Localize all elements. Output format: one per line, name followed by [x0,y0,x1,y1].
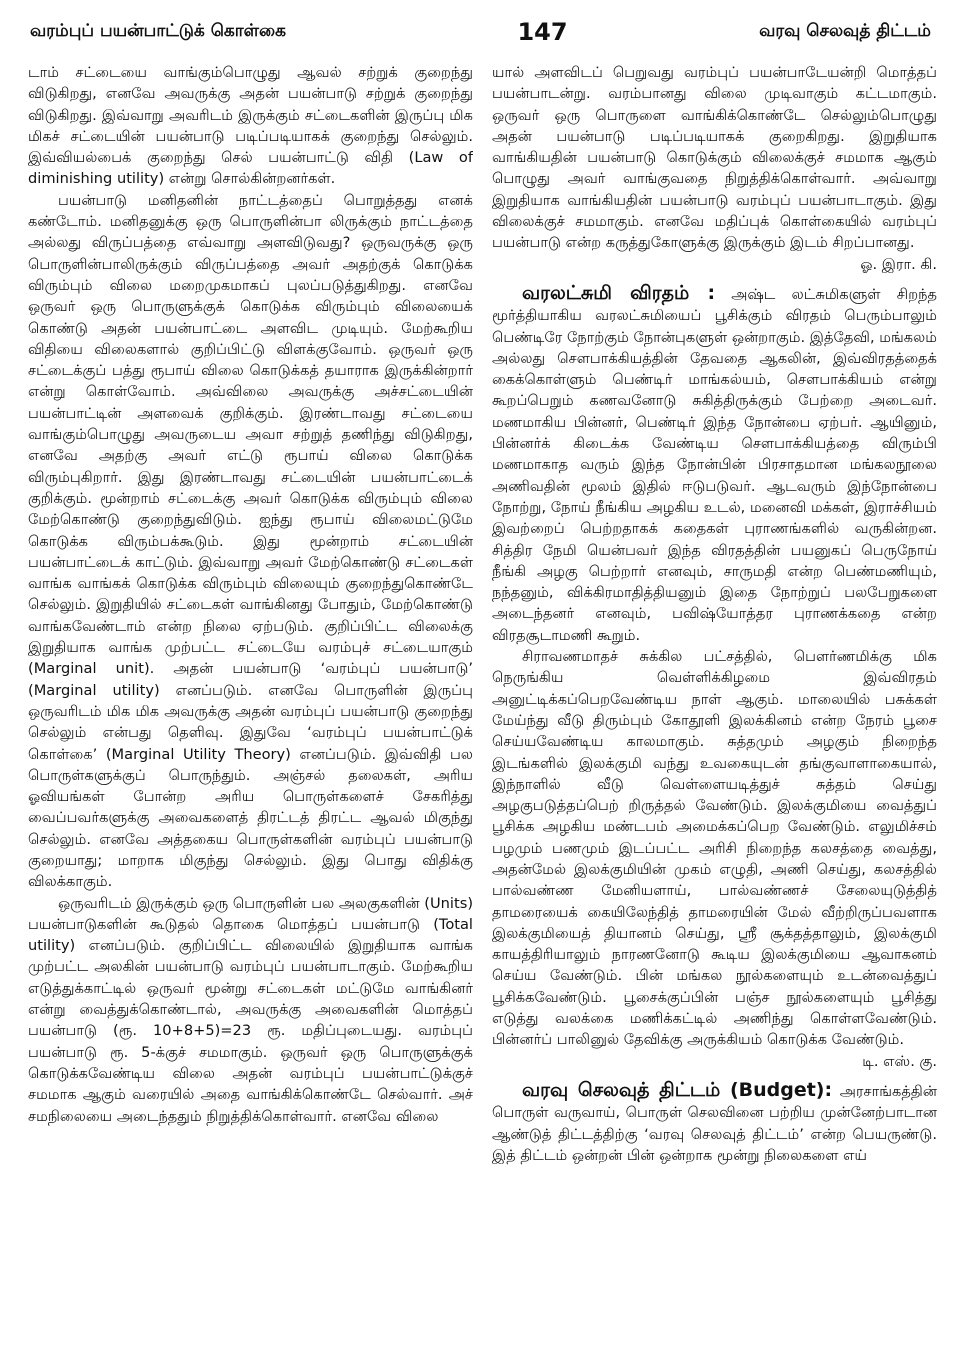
paragraph: டாம் சட்டையை வாங்கும்பொழுது ஆவல் சற்றுக் குறைந்து விடுகிறது, எனவே அவருக்கு அதன் பயன்பாடு சற்றுக் குறைந்து விடுகிறது. இவ்வாறு அவரிடம் இருக்கும் சட்டைகளின் இருப்பு மிக மிகச் சட்டையின் பயன்பாடு படிப்படியாகக் குறைந்து செல்லும். இவ்வியல்பைக் குறைந்து செல் பயன்பாட்டு விதி (Law of diminishing utility) என்று சொல்கின்றனர்கள். [28,64,473,188]
page-header [30,12,931,52]
entry-heading: வரவு செலவுத் திட்டம் (Budget): [522,1078,833,1101]
paragraph: ஒருவரிடம் இருக்கும் ஒரு பொருளின் பல அலகுகளின் (Units) பயன்பாடுகளின் கூடுதல் தொகை மொத்தப் பயன்பாடு (Total utility) எனப்படும். குறிப்பிட்ட விலையில் இறுதியாக வாங்க முற்பட்ட அலகின் பயன்பாடு வரம்புப் பயன்பாடாகும். மேற்கூறிய எடுத்துக்காட்டில் ஒருவர் மூன்று சட்டைகள் மட்டுமே வாங்கினர் என்று வைத்துக்கொண்டால், அவருக்கு அவைகளின் மொத்தப் பயன்பாடு (ரூ. 10+8+5)=23 ரூ. மதிப்புடையது. வரம்புப் பயன்பாடு ரூ. 5-க்குச் சமமாகும். ஒருவர் ஒரு பொருளுக்குக் கொடுக்கவேண்டிய விலை அதன் வரம்புப் பயன்பாட்டுக்குச் சமமாக ஆகும் வரையில் அதை வாங்கிக்கொண்டே செல்வார். அச் சமநிலையை அடைந்ததும் நிறுத்திக்கொள்வார். எனவே விலை [28,894,473,1125]
page-number: 147 [517,18,568,46]
left-column [28,62,473,1352]
running-head-right: வரவு செலவுத் திட்டம் [759,21,931,41]
paragraph: பயன்பாடு மனிதனின் நாட்டத்தைப் பொறுத்தது எனக் கண்டோம். மனிதனுக்கு ஒரு பொருளின்பா லிருக்கும் நாட்டத்தை அல்லது விருப்பத்தை எவ்வாறு அளவிடுவது? ஒருவருக்கு ஒரு பொருளின்பாலிருக்கும் விருப்பத்தை அவர் அதற்குக் கொடுக்க விரும்பும் விலை மறைமுகமாகப் புலப்படுத்துகிறது. எனவே ஒருவர் ஒரு பொருளுக்குக் கொடுக்க விரும்பும் விலையைக் கொண்டு அதன் பயன்பாட்டை அளவிட முடியும். மேற்கூறிய விதியை விலைகளால் குறிப்பிட்டு விளக்குவோம். ஒருவர் ஒரு சட்டைக்குப் பத்து ரூபாய் விலை கொடுக்கத் தயாராக இருக்கின்றார் என்று கொள்வோம். அவ்விலை அவருக்கு அச்சட்டையின் பயன்பாட்டின் அளவைக் குறிக்கும். இரண்டாவது சட்டையை வாங்கும்பொழுது அவருடைய அவா சற்றுத் தணிந்து விடுகிறது, எனவே அதற்கு அவர் எட்டு ரூபாய் விலை கொடுக்க விரும்புகிறார். இது இரண்டாவது சட்டையின் பயன்பாட்டைக் குறிக்கும். மூன்றாம் சட்டைக்கு அவர் கொடுக்க விரும்பும் விலை மேற்கொண்டு குறைந்துவிடும். ஐந்து ரூபாய் விலைமட்டுமே கொடுக்க விரும்பக்கூடும். இது மூன்றாம் சட்டையின் பயன்பாட்டைக் காட்டும். இவ்வாறு அவர் மேற்கொண்டு சட்டைகள் வாங்க வாங்கக் கொடுக்க விரும்பும் விலையும் குறைந்துகொண்டே செல்லும். இறுதியில் சட்டைகள் வாங்கினது போதும், மேற்கொண்டு வாங்கவேண்டாம் என்ற நிலை ஏற்படும். குறிப்பிட்ட விலைக்கு இறுதியாக வாங்க முற்பட்ட சட்டையே வரம்புச் சட்டையாகும் (Marginal unit). அதன் பயன்பாடு ‘வரம்புப் பயன்பாடு’ (Marginal utility) எனப்படும். எனவே பொருளின் இருப்பு ஒருவரிடம் மிக மிக அவருக்கு அதன் வரம்புப் பயன்பாடு குறைந்து செல்லும் என்பது தெளிவு. இதுவே ‘வரம்புப் பயன்பாட்டுக் கொள்கை’ (Marginal Utility Theory) எனப்படும். இவ்விதி பல பொருள்களுக்குப் பொருந்தும். அஞ்சல் தலைகள், அரிய ஓவியங்கள் போன்ற அரிய பொருள்களைச் சேகரித்து வைப்பவர்களுக்கு அவைகளைத் திரட்டத் திரட்ட ஆவல் மிகுந்து செல்லும். எனவே அத்தகைய பொருள்களின் வரம்புப் பயன்பாடு குறையாது; மாறாக மிகுந்து செல்லும். இது பொது விதிக்கு விலக்காகும். [28,191,473,891]
entry-text: அஷ்ட லட்சுமிகளுள் சிறந்த மூர்த்தியாகிய வரலட்சுமியைப் பூசிக்கும் விரதம் பெரும்பாலும் பெண்டிரே நோற்கும் நோன்புகளுள் ஒன்றாகும். இத்தேவி, மங்கலம் அல்லது சௌபாக்கியத்தின் தேவதை ஆகலின், இவ்விரதத்தைக் கைக்கொள்ளும் பெண்டிர் மாங்கல்யம், சௌபாக்கியம் என்று கூறப்பெறும் கணவனோடு சுகித்திருக்கும் பேற்றை அடைவர். மணமாகிய பின்னர், பெண்டிர் இந்த நோன்பை ஏற்பர். ஆயினும், பின்னர்க் கிடைக்க வேண்டிய சௌபாக்கியத்தை விரும்பி மணமாகாத வரும் இந்த நோன்பின் பிரசாதமான மங்கலநூலை அணிவதின் மூலம் இதில் ஈடுபடுவர். ஆடவரும் இந்நோன்பை நோற்று, நோய் நீங்கிய அழகிய உடல், மனைவி மக்கள், இராச்சியம் இவற்றைப் பெற்றதாகக் கதைகள் புராணங்களில் வருகின்றன. சித்திர நேமி யென்பவர் இந்த விரதத்தின் பயனுகப் பெருநோய் நீங்கி அழகு பெற்றார் எனவும், சாருமதி என்ற பெண்மணியும், நந்தனும், விக்கிரமாதித்தியனும் இதை நோற்றுப் பலபேறுகளை அடைந்தனர் எனவும், பவிஷ்யோத்தர புராணக்கதை என்ற விரதசூடாமணி கூறும். [492,285,937,644]
running-head-left: வரம்புப் பயன்பாட்டுக் கொள்கை [30,21,286,41]
paragraph: யால் அளவிடப் பெறுவது வரம்புப் பயன்பாடேயன்றி மொத்தப் பயன்பாடன்று. வரம்பானது விலை முடிவாகும் கட்டமாகும். ஒருவர் ஒரு பொருளை வாங்கிக்கொண்டே செல்லும்பொழுது அதன் பயன்பாடு படிப்படியாகக் குறைகிறது. இறுதியாக வாங்கியதின் பயன்பாடு கொடுக்கும் விலைக்குச் சமமாக ஆகும் பொழுது அவர் வாங்குவதை நிறுத்திக்கொள்வார். அவ்வாறு இறுதியாக வாங்கியதின் பயன்பாடு வரம்புப் பயன்பாடாகும். இது விலைக்குச் சமமாகும். எனவே மதிப்புக் கொள்கையில் வரம்புப் பயன்பாடு என்ற கருத்துகோளுக்கு இருக்கும் இடம் சிறப்பானது. [492,64,937,252]
right-column [492,62,937,1352]
entry-paragraph [492,283,937,646]
entry-paragraph [492,1080,937,1166]
author-signature: ஓ. இரா. கி. [860,255,937,273]
entry-text: அரசாங்கத்தின் பொருள் வருவாய், பொருள் செலவினை பற்றிய முன்னேற்பாடான ஆண்டுத் திட்டத்திற்கு ‘வரவு செலவுத் திட்டம்’ என்ற பெயருண்டு. இத் திட்டம் ஒன்றன் பின் ஒன்றாக மூன்று நிலைகளை எய் [492,1082,937,1164]
author-signature: டி. எஸ். கு. [862,1052,937,1070]
entry-heading: வரலட்சுமி விரதம் : [522,281,716,304]
paragraph: சிராவணமாதச் சுக்கில பட்சத்தில், பௌர்ணமிக்கு மிக நெருங்கிய வெள்ளிக்கிழமை இவ்விரதம் அனுட்டிக்கப்பெறவேண்டிய நாள் ஆகும். மாலையில் பசுக்கள் மேய்ந்து வீடு திரும்பும் கோதூளி இலக்கினம் என்ற நேரம் பூசை செய்யவேண்டிய காலமாகும். சுத்தமும் அழகும் நிறைந்த இடங்களில் இலக்குமி வந்து உவகையுடன் தங்குவாளாகையால், இந்நாளில் வீடு வெள்ளையடித்துச் சுத்தம் செய்து அழகுபடுத்தப்பெற் றிருத்தல் வேண்டும். இலக்குமியை வைத்துப் பூசிக்க அழகிய மண்டபம் அமைக்கப்பெற வேண்டும். எலுமிச்சம் பழமும் பணமும் இடப்பட்ட அரிசி நிறைந்த கலசத்தை வைத்து, அதன்மேல் இலக்குமியின் முகம் எழுதி, அணி செய்து, கலசத்தில் பால்வண்ண மேனியளாய், பால்வண்ணச் சேலையுடுத்தித் தாமரையைக் கையிலேந்தித் தாமரையின் மேல் வீற்றிருப்பவளாக இலக்குமியைத் தியானம் செய்து, ஸ்ரீ சூக்தத்தாலும், இலக்குமி காயத்திரியாலும் நாரணனோடு கூடிய இலக்குமியை ஆவாகனம் செய்ய வேண்டும். பின் மங்கல நூல்களையும் உடன்வைத்துப் பூசிக்கவேண்டும். பூசைக்குப்பின் பஞ்ச நூல்களையும் பூசித்து எடுத்து வலக்கை மணிக்கட்டில் அணிந்து கொள்ளவேண்டும். பின்னர்ப் பாலினுல் தேவிக்கு அருக்கியம் கொடுக்க வேண்டும். [492,648,937,1049]
